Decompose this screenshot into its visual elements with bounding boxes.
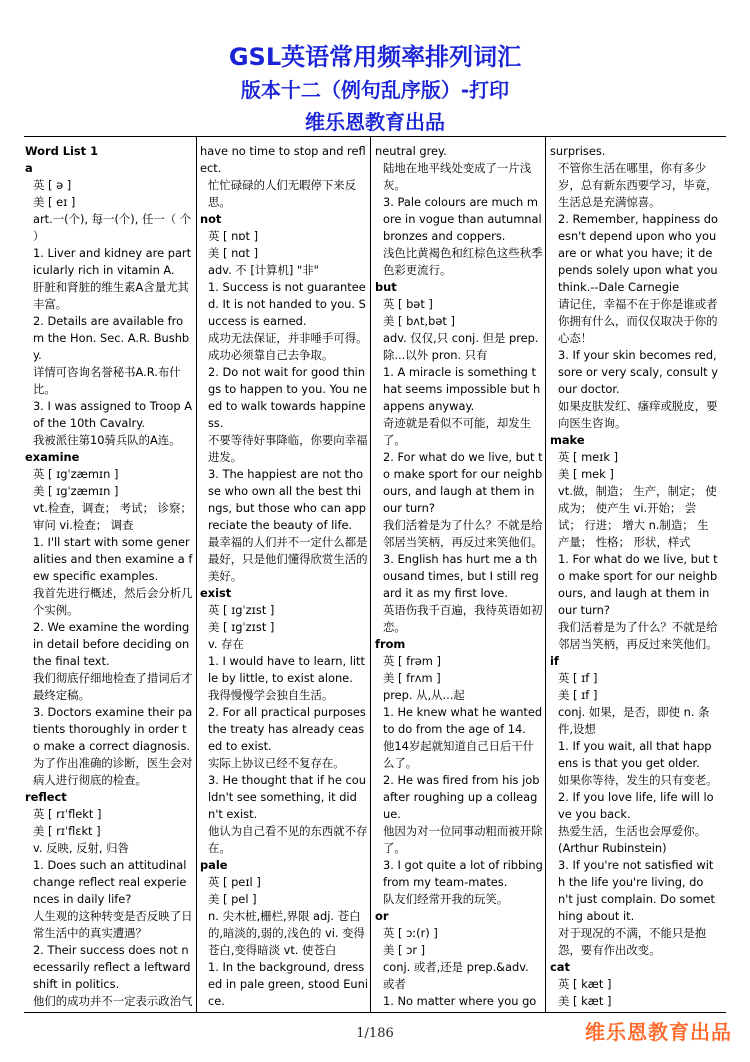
entry-line: 1. I would have to learn, little by little, to exist alone. bbox=[208, 654, 365, 685]
entry-headword: exist bbox=[200, 586, 232, 600]
entry-line: 1. In the background, dressed in pale green, stood Eunice. bbox=[208, 960, 368, 1008]
entry-line: 英 [ ɪgˈzɪst ] bbox=[208, 603, 275, 617]
entry-headword: make bbox=[550, 433, 585, 447]
entry-line: 2. We examine the wording in detail before deciding on the final text. bbox=[33, 620, 190, 668]
entry-line: 我首先进行概述，然后会分析几个实例。 bbox=[33, 586, 193, 617]
entry-line: 英 [ bət ] bbox=[383, 297, 433, 311]
entry-headword: from bbox=[375, 637, 406, 651]
entry-line: 3. I got quite a lot of ribbing from my team-mates. bbox=[383, 858, 543, 889]
entry-line: 成功无法保证，并非唾手可得。成功必须靠自己去争取。 bbox=[208, 331, 368, 362]
entry-headword: but bbox=[375, 280, 397, 294]
entry-line: 1. Does such an attitudinal change reflect real experiences in daily life? bbox=[33, 858, 187, 906]
entry-headword: examine bbox=[25, 450, 80, 464]
entry-line: n. 尖木桩,栅栏,界限 adj. 苍白的,暗淡的,弱的,浅色的 vi. 变得苍白,变得暗淡 vt. 使苍白 bbox=[208, 909, 365, 957]
entry-line: 英 [ ɪgˈzæmɪn ] bbox=[33, 467, 119, 481]
entry-line: 美 [ bʌt,bət ] bbox=[383, 314, 455, 328]
entry-line: 3. Doctors examine their patients thoroughly in order to make a correct diagnosis. bbox=[33, 705, 193, 753]
entry-line: 我们活着是为了什么？不就是给邻居当笑柄，再反过来笑他们。 bbox=[558, 620, 718, 651]
entry-line: 英语伤我千百遍，我待英语如初恋。 bbox=[383, 603, 543, 634]
entry-line: 美 [ ɔr ] bbox=[383, 943, 426, 957]
entry-line: 1. Liver and kidney are particularly rich in vitamin A. bbox=[33, 246, 192, 277]
entry-line: 1. A miracle is something that seems impossible but happens anyway. bbox=[383, 365, 541, 413]
entry-line: 美 [ ɪgˈzɪst ] bbox=[208, 620, 275, 634]
bottom-rule bbox=[24, 1012, 726, 1013]
entry-line: 英 [ peɪl ] bbox=[208, 875, 261, 889]
page-header bbox=[0, 42, 750, 136]
entry-line: 1. No matter where you go bbox=[383, 994, 537, 1008]
entry-line: 人生观的这种转变是否反映了日常生活中的真实遭遇？ bbox=[33, 909, 193, 940]
entry-line: 请记住，幸福不在于你是谁或者你拥有什么，而仅仅取决于你的心态！ bbox=[558, 297, 718, 345]
entry-line: 2. For all practical purposes the treaty has already ceased to exist. bbox=[208, 705, 366, 753]
entry-line: 对于现况的不满，不能只是抱怨，要有作出改变。 bbox=[558, 926, 707, 957]
entry-line: 我们彻底仔细地检查了措词后才最终定稿。 bbox=[33, 671, 193, 702]
column-1 bbox=[25, 143, 193, 1011]
entry-line: prep. 从,从...起 bbox=[383, 688, 465, 702]
entry-line: 美 [ ɪgˈzæmɪn ] bbox=[33, 484, 119, 498]
entry-line: 浅色比黄褐色和红棕色这些秋季色彩更流行。 bbox=[383, 246, 543, 277]
entry-line: 陆地在地平线处变成了一片浅灰。 bbox=[383, 161, 532, 192]
entry-line: 1. Success is not guaranteed. It is not handed to you. Success is earned. bbox=[208, 280, 366, 328]
entry-line: 2. He was fired from his job after roughing up a colleague. bbox=[383, 773, 540, 821]
entry-line: 3. Pale colours are much more in vogue than autumnal bronzes and coppers. bbox=[383, 195, 542, 243]
entry-line: 2. Details are available from the Hon. Sec. A.R. Bushby. bbox=[33, 314, 190, 362]
entry-line: 1. I'll start with some generalities and then examine a few specific examples. bbox=[33, 535, 193, 583]
entry-line: 1. He knew what he wanted to do from the age of 14. bbox=[383, 705, 543, 736]
entry-line: 1. For what do we live, but to make sport for our neighbours, and laugh at them in our turn? bbox=[558, 552, 718, 617]
watermark-logo: 维乐恩教育出品 bbox=[585, 1020, 732, 1044]
entry-line: 英 [ meɪk ] bbox=[558, 450, 619, 464]
entry-line: 美 [ ɪf ] bbox=[558, 688, 598, 702]
entry-line: 如果你等待，发生的只有变老。 bbox=[558, 773, 718, 787]
entry-line: vt.检查，调查； 考试； 诊察； 审问 vi.检查； 调查 bbox=[33, 501, 192, 532]
entry-line: 3. English has hurt me a thousand times, but I still regard it as my first love. bbox=[383, 552, 539, 600]
entry-line: have no time to stop and reflect. bbox=[200, 144, 366, 175]
entry-headword: pale bbox=[200, 858, 228, 872]
entry-line: 2. Their success does not necessarily reflect a leftward shift in politics. bbox=[33, 943, 191, 991]
entry-line: neutral grey. bbox=[375, 144, 447, 158]
column-2 bbox=[200, 143, 368, 1011]
publisher-line: 维乐恩教育出品 bbox=[305, 110, 445, 134]
entry-line: 英 [ kæt ] bbox=[558, 977, 612, 991]
entry-line: 他因为对一位同事动粗而被开除了。 bbox=[383, 824, 543, 855]
entry-line: 美 [ mek ] bbox=[558, 467, 614, 481]
entry-line: 3. If your skin becomes red, sore or very scaly, consult your doctor. bbox=[558, 348, 718, 396]
entry-line: 不管你生活在哪里，你有多少岁，总有新东西要学习，毕竟，生活总是充满惊喜。 bbox=[558, 161, 718, 209]
column-divider-1 bbox=[196, 136, 197, 1012]
column-4 bbox=[550, 143, 718, 1011]
entry-line: 英 [ rɪˈflekt ] bbox=[33, 807, 102, 821]
entry-line: v. 反映, 反射, 归咎 bbox=[33, 841, 129, 855]
top-rule bbox=[24, 136, 726, 137]
entry-line: 我得慢慢学会独自生活。 bbox=[208, 688, 334, 702]
entry-line: 热爱生活，生活也会厚爱你。(Arthur Rubinstein) bbox=[558, 824, 707, 855]
entry-line: 不要等待好事降临，你要向幸福进发。 bbox=[208, 433, 368, 464]
entry-line: 3. He thought that if he couldn't see something, it didn't exist. bbox=[208, 773, 366, 821]
entry-headword: cat bbox=[550, 960, 570, 974]
entry-line: 3. The happiest are not those who own all the best things, but those who can appreciate the beauty of life. bbox=[208, 467, 367, 532]
entry-line bbox=[550, 1010, 718, 1011]
entry-line: 3. If you're not satisfied with the life you're living, don't just complain. Do something about it. bbox=[558, 858, 716, 923]
entry-line: 忙忙碌碌的人们无暇停下来反思。 bbox=[208, 178, 357, 209]
document-subtitle: 版本十二（例句乱序版）-打印 bbox=[240, 78, 510, 102]
entry-line: 英 [ nɒt ] bbox=[208, 229, 259, 243]
entry-line: 3. I was assigned to Troop A of the 10th Cavalry. bbox=[33, 399, 192, 430]
entry-line bbox=[200, 1010, 368, 1011]
entry-headword: not bbox=[200, 212, 222, 226]
entry-line: 英 [ ɔː(r) ] bbox=[383, 926, 438, 940]
entry-line: 美 [ rɪˈflɛkt ] bbox=[33, 824, 101, 838]
entry-line: 我们活着是为了什么？不就是给邻居当笑柄，再反过来笑他们。 bbox=[383, 518, 543, 549]
entry-line: 为了作出准确的诊断，医生会对病人进行彻底的检查。 bbox=[33, 756, 193, 787]
entry-line: 详情可咨询名誉秘书A.R.布什比。 bbox=[33, 365, 181, 396]
entry-line: 奇迹就是看似不可能，却发生了。 bbox=[383, 416, 532, 447]
entry-line: conj. 如果，是否，即使 n. 条件,设想 bbox=[558, 705, 710, 736]
entry-line: 英 [ ə ] bbox=[33, 178, 72, 192]
entry-line: 我被派往第10骑兵队的A连。 bbox=[33, 433, 181, 447]
entry-line: adv. 仅仅,只 conj. 但是 prep. 除...以外 pron. 只有 bbox=[383, 331, 539, 362]
entry-line: v. 存在 bbox=[208, 637, 244, 651]
entry-line: 英 [ ɪf ] bbox=[558, 671, 598, 685]
page-number: 1/186 bbox=[356, 1026, 394, 1041]
entry-headword: reflect bbox=[25, 790, 67, 804]
column-divider-2 bbox=[370, 136, 371, 1012]
entry-line: 2. Do not wait for good things to happen to you. You need to walk towards happiness. bbox=[208, 365, 368, 430]
entry-line: 美 [ kæt ] bbox=[558, 994, 612, 1008]
entry-line: conj. 或者,还是 prep.&adv. 或者 bbox=[383, 960, 529, 991]
entry-headword: if bbox=[550, 654, 559, 668]
entry-headword: Word List 1 bbox=[25, 144, 98, 158]
entry-line: vt.做，制造； 生产，制定； 使成为； 使产生 vi.开始； 尝试； 行进； 增大 n.制造； 生产量； 性格； 形状，样式 bbox=[558, 484, 717, 549]
entry-line: 英 [ frəm ] bbox=[383, 654, 441, 668]
entry-line: 他认为自己看不见的东西就不存在。 bbox=[208, 824, 368, 855]
entry-headword: or bbox=[375, 909, 389, 923]
column-3 bbox=[375, 143, 543, 1011]
entry-line: 美 [ frʌm ] bbox=[383, 671, 441, 685]
entry-line: 2. For what do we live, but to make sport for our neighbours, and laugh at them in our turn? bbox=[383, 450, 543, 515]
entry-line: 肝脏和肾脏的维生素A含量尤其丰富。 bbox=[33, 280, 189, 311]
document-title: GSL英语常用频率排列词汇 bbox=[228, 43, 522, 71]
entry-line: 美 [ nɑt ] bbox=[208, 246, 259, 260]
entry-line: 如果皮肤发红、瘙痒或脱皮，要向医生咨询。 bbox=[558, 399, 718, 430]
entry-line: adv. 不 [计算机] "非" bbox=[208, 263, 319, 277]
entry-line: surprises. bbox=[550, 144, 606, 158]
entry-line: 美 [ eɪ ] bbox=[33, 195, 76, 209]
entry-line: 最幸福的人们并不一定什么都是最好，只是他们懂得欣赏生活的美好。 bbox=[208, 535, 368, 583]
entry-line: art.一(个), 每一(个), 任一（ 个 ） bbox=[33, 212, 192, 243]
entry-line: 2. If you love life, life will love you back. bbox=[558, 790, 714, 821]
entry-line: 1. If you wait, all that happens is that you get older. bbox=[558, 739, 712, 770]
entry-line: 队友们经常开我的玩笑。 bbox=[383, 892, 509, 906]
entry-headword: a bbox=[25, 161, 33, 175]
entry-line: 他14岁起就知道自己日后干什么了。 bbox=[383, 739, 535, 770]
entry-line: 实际上协议已经不复存在。 bbox=[208, 756, 345, 770]
column-divider-3 bbox=[545, 136, 546, 1012]
entry-line: 他们的成功并不一定表示政治气 bbox=[33, 994, 193, 1008]
entry-line: 美 [ pel ] bbox=[208, 892, 257, 906]
entry-line: 2. Remember, happiness doesn't depend upon who you are or what you have; it depends solely upon what you think.--Dale Carnegie bbox=[558, 212, 718, 294]
